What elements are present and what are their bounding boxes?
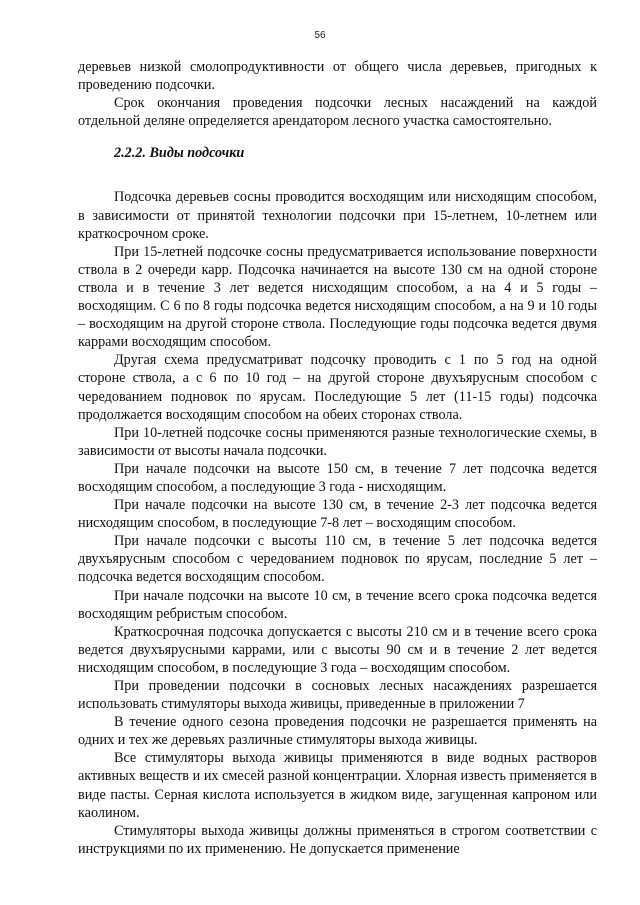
- paragraph: При 15-летней подсочке сосны предусматривается использование поверхности ствола в 2 очереди карр. Подсочка начинается на высоте 130 см на одной стороне ствола и в течение 3 лет ведется нисходящим способом, а на 4 и 5 годы – восходящим. С 6 по 8 годы подсочка ведется нисходящим способом, а на 9 и 10 годы – восходящим на другой стороне ствола. Последующие годы подсочка ведется двумя каррами восходящим способом.: [78, 243, 597, 351]
- paragraph: При проведении подсочки в сосновых лесных насаждениях разрешается использовать стимуляторы выхода живицы, приведенные в приложении 7: [78, 678, 597, 713]
- paragraph: При начале подсочки с высоты 110 см, в течение 5 лет подсочка ведется двухъярусным способом с чередованием подновок по ярусам, последние 5 лет – подсочка ведется восходящим способом.: [78, 533, 597, 586]
- page-number: 56: [314, 30, 326, 41]
- paragraph: Стимуляторы выхода живицы должны применяться в строгом соответствии с инструкциями по их применению. Не допускается применение: [78, 822, 597, 857]
- paragraph: При 10-летней подсочке сосны применяются разные технологические схемы, в зависимости от высоты начала подсочки.: [78, 424, 597, 459]
- paragraph: Другая схема предусматриват подсочку проводить с 1 по 5 год на одной стороне ствола, а с 6 по 10 год – на другой стороне двухъярусным способом с чередованием подновок по ярусам. Последующие 5 лет (11-15 годы) подсочка продолжается восходящим способом на обеих сторонах ствола.: [78, 352, 597, 423]
- paragraph: Краткосрочная подсочка допускается с высоты 210 см и в течение всего срока ведется двухъярусными каррами, или с высоты 90 см и в течение 2 лет ведется нисходящим способом, в последующие 3 года – восходящим способом.: [78, 623, 597, 676]
- paragraph: Срок окончания проведения подсочки лесных насаждений на каждой отдельной деляне определяется арендатором лесного участка самостоятельно.: [78, 95, 597, 130]
- paragraph: При начале подсочки на высоте 130 см, в течение 2-3 лет подсочка ведется нисходящим способом, в последующие 7-8 лет – восходящим способом.: [78, 497, 597, 532]
- document-body: [78, 58, 597, 858]
- paragraph: Все стимуляторы выхода живицы применяются в виде водных растворов активных веществ и их смесей разной концентрации. Хлорная известь применяется в виде пасты. Серная кислота используется в жидком виде, загущенная капроном или каолином.: [78, 750, 597, 821]
- paragraph: Подсочка деревьев сосны проводится восходящим или нисходящим способом, в зависимости от принятой технологии подсочки при 15-летнем, 10-летнем или краткосрочном сроке.: [78, 189, 597, 242]
- paragraph: При начале подсочки на высоте 150 см, в течение 7 лет подсочка ведется восходящим способом, а последующие 3 года - нисходящим.: [78, 460, 597, 495]
- section-heading: 2.2.2. Виды подсочки: [114, 145, 245, 162]
- paragraph: деревьев низкой смолопродуктивности от общего числа деревьев, пригодных к проведению подсочки.: [78, 59, 597, 94]
- paragraph: В течение одного сезона проведения подсочки не разрешается применять на одних и тех же деревьях различные стимуляторы выхода живицы.: [78, 714, 597, 749]
- paragraph: При начале подсочки на высоте 10 см, в течение всего срока подсочка ведется восходящим ребристым способом.: [78, 587, 597, 622]
